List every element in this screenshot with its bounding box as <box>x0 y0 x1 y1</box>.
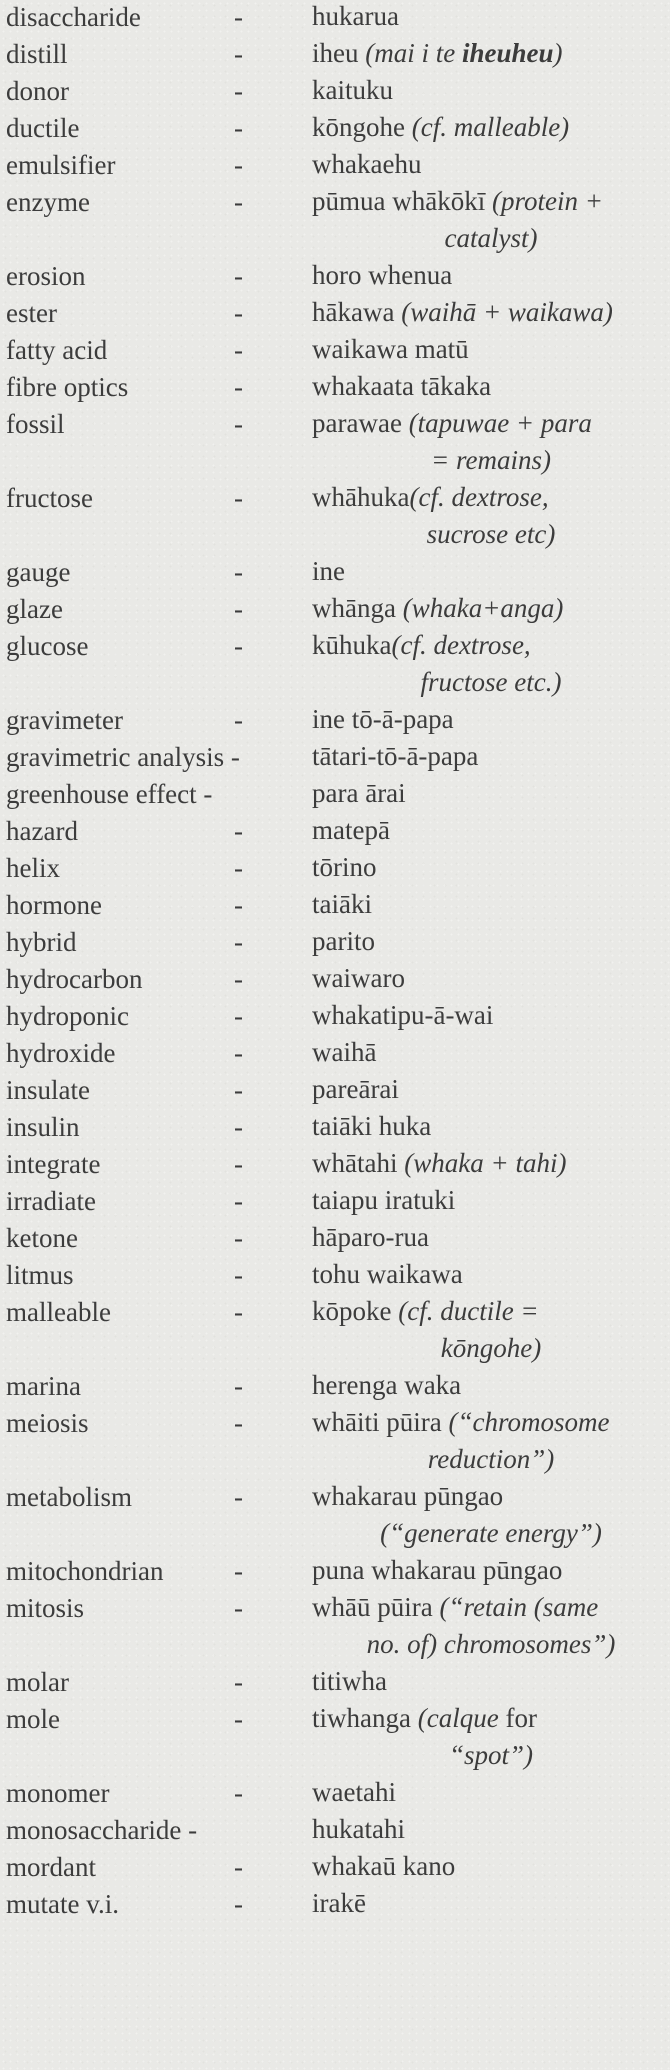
entry-term: fibre optics <box>6 372 129 402</box>
definition-segment: sucrose etc) <box>426 519 556 549</box>
entry-definition <box>312 72 670 109</box>
definition-segment: whakatipu-ā-wai <box>312 1000 494 1030</box>
entry-definition <box>312 35 670 72</box>
definition-segment: horo whenua <box>312 260 453 290</box>
entry-dash: - <box>234 39 243 69</box>
entry-dash: - <box>234 1408 243 1438</box>
definition-segment: hākawa <box>312 297 402 327</box>
definition-segment: reduction”) <box>427 1444 555 1474</box>
entry-definition <box>312 1182 670 1219</box>
entry-term: metabolism <box>6 1482 132 1512</box>
entry-definition <box>312 627 670 701</box>
entry-dash: - <box>234 1223 243 1253</box>
definition-segment: whātahi <box>312 1148 405 1178</box>
definition-segment: whakaū kano <box>312 1851 456 1881</box>
entry-dash: - <box>234 890 243 920</box>
entry-definition <box>312 1404 670 1478</box>
entry-term: integrate <box>6 1149 101 1179</box>
entry-definition <box>312 1034 670 1071</box>
entry-definition <box>312 960 670 997</box>
entry-term: marina <box>6 1371 81 1401</box>
entry-term: meiosis <box>6 1408 89 1438</box>
entry-term: ester <box>6 298 57 328</box>
entry-dash: - <box>234 1889 243 1919</box>
entry-term: molar <box>6 1667 69 1697</box>
entry-definition <box>312 1811 670 1848</box>
definition-continuation <box>312 1737 670 1774</box>
entry-definition <box>312 812 670 849</box>
entry-dash: - <box>234 1075 243 1105</box>
definition-segment: iheu <box>312 38 366 68</box>
definition-segment: waihā <box>312 1037 377 1067</box>
definition-segment: fructose etc.) <box>420 667 562 697</box>
entry-definition <box>312 294 670 331</box>
entry-dash: - <box>234 261 243 291</box>
entry-dash: - <box>234 557 243 587</box>
definition-segment: whakarau pūngao <box>312 1481 504 1511</box>
entry-term: erosion <box>6 261 86 291</box>
definition-segment: matepā <box>312 815 390 845</box>
entry-term: hybrid <box>6 927 77 957</box>
entry-term: ductile <box>6 113 80 143</box>
entry-dash: - <box>234 2 243 32</box>
definition-segment: for <box>505 1703 537 1733</box>
definition-segment: (“generate energy”) <box>380 1518 602 1548</box>
entry-term: gauge <box>6 557 71 587</box>
definition-segment: “spot”) <box>448 1740 534 1770</box>
entry-term: distill <box>6 39 68 69</box>
definition-segment: (waihā + waikawa) <box>401 297 613 327</box>
entry-dash: - <box>234 853 243 883</box>
entry-definition <box>312 738 670 775</box>
definition-segment: hāparo-rua <box>312 1222 429 1252</box>
definition-continuation <box>312 516 670 553</box>
entry-term: fossil <box>6 409 65 439</box>
definition-segment: whāiti pūira <box>312 1407 449 1437</box>
entry-dash: - <box>234 927 243 957</box>
entry-definition <box>312 109 670 146</box>
entry-dash: - <box>234 1482 243 1512</box>
definition-segment: kōngohe <box>312 112 412 142</box>
definition-segment: (cf. dextrose, <box>391 630 531 660</box>
entry-term: hydroponic <box>6 1001 129 1031</box>
definition-segment: (“chromosome <box>448 1407 610 1437</box>
entry-definition <box>312 1700 670 1774</box>
entry-dash: - <box>234 1852 243 1882</box>
entry-dash: - <box>234 705 243 735</box>
entry-term: hormone <box>6 890 102 920</box>
definition-segment: (calque <box>417 1703 506 1733</box>
entry-definition <box>312 1071 670 1108</box>
entry-term: monomer <box>6 1778 110 1808</box>
entry-term: mitochondrian <box>6 1556 164 1586</box>
definition-continuation <box>312 1515 670 1552</box>
entry-dash: - <box>234 483 243 513</box>
entry-definition <box>312 1885 670 1922</box>
definition-segment: (whaka+anga) <box>402 593 564 623</box>
definition-segment: (tapuwae + para <box>408 408 592 438</box>
entry-term: emulsifier <box>6 150 116 180</box>
definition-segment: waikawa matū <box>312 334 469 364</box>
entry-definition <box>312 183 670 257</box>
definition-continuation <box>312 1626 670 1663</box>
entry-dash: - <box>234 1371 243 1401</box>
entry-term: helix <box>6 853 60 883</box>
entry-definition <box>312 331 670 368</box>
entry-definition <box>312 257 670 294</box>
entry-dash: - <box>234 631 243 661</box>
entry-dash: - <box>234 1112 243 1142</box>
entry-definition <box>312 849 670 886</box>
definition-segment: (cf. malleable) <box>411 112 570 142</box>
entry-term: litmus <box>6 1260 74 1290</box>
definition-segment: whāū pūira <box>312 1592 440 1622</box>
definition-continuation <box>312 1330 670 1367</box>
entry-dash: - <box>234 816 243 846</box>
entry-term: monosaccharide - <box>6 1815 198 1845</box>
entry-definition <box>312 368 670 405</box>
entry-dash: - <box>234 409 243 439</box>
entry-dash: - <box>234 1260 243 1290</box>
definition-segment: kōpoke <box>312 1296 399 1326</box>
entry-term: mutate v.i. <box>6 1889 119 1919</box>
definition-segment: kaituku <box>312 75 393 105</box>
definition-segment: parito <box>312 926 375 956</box>
definition-segment: iheuheu <box>461 38 554 68</box>
entry-term: fructose <box>6 483 93 513</box>
entry-definition <box>312 1589 670 1663</box>
entry-term: insulin <box>6 1112 80 1142</box>
entry-term: glucose <box>6 631 89 661</box>
entry-definition <box>312 146 670 183</box>
entry-dash: - <box>234 1186 243 1216</box>
definition-segment: titiwha <box>312 1666 387 1696</box>
entry-definition <box>312 1663 670 1700</box>
entry-dash: - <box>234 76 243 106</box>
definition-segment: (“retain (same <box>439 1592 599 1622</box>
definition-segment: whakaata tākaka <box>312 371 492 401</box>
entry-term: glaze <box>6 594 63 624</box>
entry-definition <box>312 997 670 1034</box>
definition-segment: whāhuka <box>312 482 410 512</box>
definition-segment: tātari-tō-ā-papa <box>312 741 479 771</box>
definition-segment: kūhuka <box>312 630 392 660</box>
definition-segment: pareārai <box>312 1074 399 1104</box>
definition-segment: whānga <box>312 593 403 623</box>
definition-segment: ine tō-ā-papa <box>312 704 454 734</box>
entry-definition <box>312 0 670 35</box>
definition-segment: no. of) chromosomes”) <box>366 1629 616 1659</box>
entry-dash: - <box>234 150 243 180</box>
entry-term: hydrocarbon <box>6 964 143 994</box>
entry-term: fatty acid <box>6 335 108 365</box>
definition-continuation <box>312 664 670 701</box>
entry-term: hazard <box>6 816 78 846</box>
entry-definition <box>312 1293 670 1367</box>
entry-dash: - <box>234 372 243 402</box>
entry-term: mordant <box>6 1852 96 1882</box>
entry-definition <box>312 886 670 923</box>
entry-dash: - <box>234 298 243 328</box>
entry-definition <box>312 1367 670 1404</box>
entry-definition <box>312 553 670 590</box>
entry-definition <box>312 1108 670 1145</box>
definition-segment: tōrino <box>312 852 377 882</box>
definition-segment: catalyst) <box>444 223 538 253</box>
definition-segment: whakaehu <box>312 149 422 179</box>
entry-definition <box>312 1478 670 1552</box>
definition-segment: waetahi <box>312 1777 396 1807</box>
definition-segment: taiāki <box>312 889 372 919</box>
entry-term: insulate <box>6 1075 90 1105</box>
entry-definition <box>312 1219 670 1256</box>
entry-term: mitosis <box>6 1593 85 1623</box>
definition-continuation <box>312 442 670 479</box>
entry-term: gravimetric analysis - <box>6 742 240 772</box>
entry-dash: - <box>234 964 243 994</box>
entry-dash: - <box>234 1297 243 1327</box>
entry-dash: - <box>234 335 243 365</box>
definition-segment: (cf. dextrose, <box>409 482 549 512</box>
entry-dash: - <box>234 1778 243 1808</box>
entry-definition <box>312 479 670 553</box>
definition-segment: herenga waka <box>312 1370 462 1400</box>
definition-segment: ) <box>553 38 563 68</box>
entry-definition <box>312 405 670 479</box>
definition-segment: (mai i te <box>365 38 462 68</box>
entry-term: donor <box>6 76 69 106</box>
entry-term: gravimeter <box>6 705 123 735</box>
entry-definition <box>312 1552 670 1589</box>
definition-segment: (whaka + tahi) <box>404 1148 567 1178</box>
definition-continuation <box>312 1441 670 1478</box>
entry-definition <box>312 1774 670 1811</box>
entry-definition <box>312 775 670 812</box>
definition-segment: kōngohe) <box>440 1333 542 1363</box>
definition-segment: parawae <box>312 408 409 438</box>
entry-definition <box>312 1848 670 1885</box>
entry-dash: - <box>234 1038 243 1068</box>
definition-segment: puna whakarau pūngao <box>312 1555 563 1585</box>
definition-segment: taiāki huka <box>312 1111 432 1141</box>
entry-term: disaccharide <box>6 2 141 32</box>
entry-dash: - <box>234 1149 243 1179</box>
entry-definition <box>312 923 670 960</box>
entry-dash: - <box>234 113 243 143</box>
definition-segment: taiapu iratuki <box>312 1185 456 1215</box>
entry-dash: - <box>234 1667 243 1697</box>
entry-definition <box>312 1256 670 1293</box>
definition-segment: waiwaro <box>312 963 405 993</box>
definition-segment: ine <box>312 556 345 586</box>
entry-definition <box>312 590 670 627</box>
entry-dash: - <box>234 1001 243 1031</box>
entry-term: greenhouse effect - <box>6 779 213 809</box>
definition-segment: hukatahi <box>312 1814 405 1844</box>
entry-definition <box>312 1145 670 1182</box>
definition-segment: para ārai <box>312 778 406 808</box>
entry-dash: - <box>234 594 243 624</box>
definition-segment: (cf. ductile = <box>398 1296 539 1326</box>
entry-term: enzyme <box>6 187 90 217</box>
entry-term: ketone <box>6 1223 78 1253</box>
definition-segment: = remains) <box>431 445 551 475</box>
entry-dash: - <box>234 187 243 217</box>
definition-segment: pūmua whākōkī <box>312 186 492 216</box>
definition-segment: tiwhanga <box>312 1703 418 1733</box>
definition-segment: irakē <box>312 1888 366 1918</box>
entry-term: mole <box>6 1704 60 1734</box>
definition-segment: (protein + <box>491 186 603 216</box>
entry-dash: - <box>234 1593 243 1623</box>
definition-segment: tohu waikawa <box>312 1259 463 1289</box>
definition-segment: hukarua <box>312 1 399 31</box>
entry-dash: - <box>234 1556 243 1586</box>
entry-definition <box>312 701 670 738</box>
entry-term: malleable <box>6 1297 111 1327</box>
entry-dash: - <box>234 1704 243 1734</box>
definition-continuation <box>312 220 670 257</box>
entry-term: irradiate <box>6 1186 96 1216</box>
entry-term: hydroxide <box>6 1038 116 1068</box>
